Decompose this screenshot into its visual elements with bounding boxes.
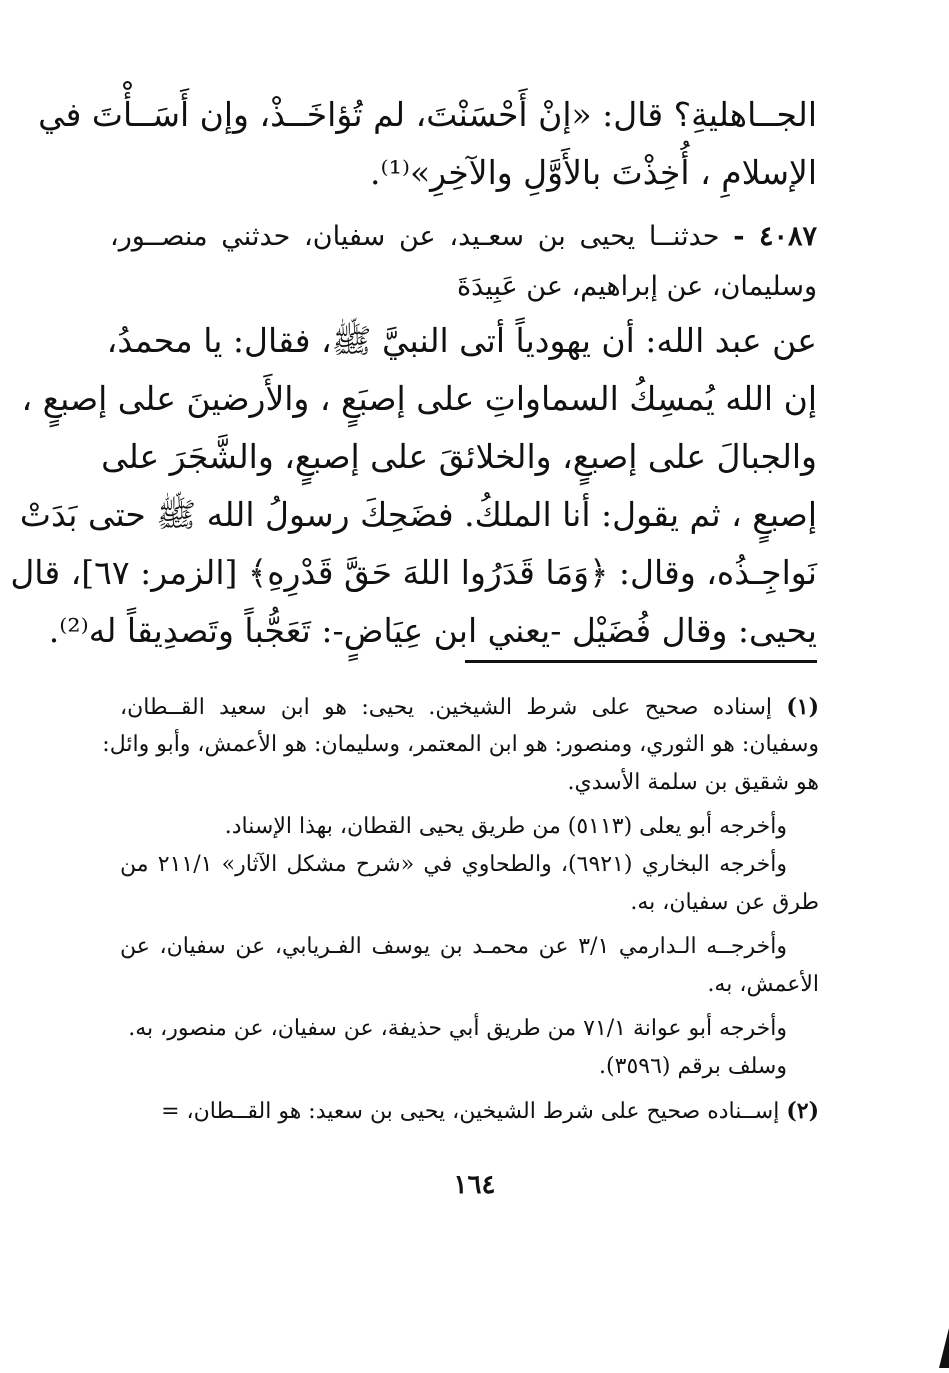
main-line: عن عبد الله: أن يهودياً أتى النبيَّ ﷺ، فقال: يا محمدُ، — [106, 321, 817, 360]
footnote-number: (١) — [786, 694, 819, 720]
main-line: والجبالَ على إصبعٍ، والخلائقَ على إصبعٍ، والشَّجَرَ على — [101, 437, 817, 476]
footnote-line: الأعمش، به. — [707, 972, 819, 997]
footnote-text: إسناده صحيح على شرط الشيخين. يحيى: هو ابن سعيد القــطان، — [120, 695, 772, 720]
hadith-number: ٤٠٨٧ - — [733, 221, 818, 252]
footnote-line: وأخرجه أبو عوانة ٧١/١ من طريق أبي حذيفة، عن سفيان، عن منصور، به. — [128, 1016, 787, 1041]
main-line: إصبعٍ ، ثم يقول: أنا الملكُ. فضَحِكَ رسولُ الله ﷺ حتى بَدَتْ — [19, 495, 817, 534]
main-line: نَواجِـذُه، وقال: ﴿وَمَا قَدَرُوا اللهَ حَقَّ قَدْرِهِ﴾ [الزمر: ٦٧]، قال — [10, 553, 817, 592]
footnotes — [102, 688, 819, 1130]
main-line: الإسلامِ ، أُخِذْتَ بالأَوَّلِ والآخِرِ»⁽¹⁾. — [370, 153, 817, 192]
isnad-text: حدثنــا يحيى بن سعـيد، عن سفيان، حدثني منصــور، — [110, 221, 720, 252]
isnad-line: وسليمان، عن إبراهيم، عن عَبِيدَةَ — [457, 271, 817, 302]
main-line: إن الله يُمسِكُ السماواتِ على إصبَعٍ ، والأَرضينَ على إصبعٍ ، — [21, 379, 817, 418]
footnote-line — [120, 1092, 819, 1130]
footnote-line: هو شقيق بن سلمة الأسدي. — [567, 770, 819, 795]
footnote-line: وسلف برقم (٣٥٩٦). — [599, 1054, 787, 1079]
footnote-line: وأخرجه أبو يعلى (٥١١٣) من طريق يحيى القطان، بهذا الإسناد. — [224, 814, 787, 839]
footnote-line: طرق عن سفيان، به. — [630, 890, 819, 915]
footnote-line: وأخرجه البخاري (٦٩٢١)، والطحاوي في «شرح مشكل الآثار» ٢١١/١ من — [120, 852, 787, 877]
main-line: يحيى: وقال فُضَيْل -يعني ابن عِيَاضٍ-: تَعَجُّباً وتَصدِيقاً له⁽²⁾. — [48, 611, 817, 650]
footnote-line — [120, 688, 819, 726]
footnote-separator — [465, 660, 817, 663]
footnote-line: وسفيان: هو الثوري، ومنصور: هو ابن المعتمر، وسليمان: هو الأعمش، وأبو وائل: — [102, 732, 819, 757]
isnad-paragraph — [110, 212, 817, 312]
main-paragraph-1 — [38, 86, 817, 202]
page-number: ١٦٤ — [453, 1170, 496, 1200]
isnad-line — [110, 212, 817, 262]
footnote-line: وأخرجــه الـدارمي ٣/١ عن محمـد بن يوسف الفـريابي، عن سفيان، عن — [120, 934, 788, 959]
scan-edge-mark — [939, 1328, 949, 1368]
main-line: الجــاهليةِ؟ قال: «إنْ أَحْسَنْتَ، لم تُؤاخَــذْ، وإن أَسَــأْتَ في — [38, 95, 817, 134]
footnote-text: إســناده صحيح على شرط الشيخين، يحيى بن سعيد: هو القــطان، = — [161, 1099, 780, 1124]
footnote-number: (٢) — [786, 1098, 819, 1124]
main-paragraph-2 — [10, 312, 817, 660]
